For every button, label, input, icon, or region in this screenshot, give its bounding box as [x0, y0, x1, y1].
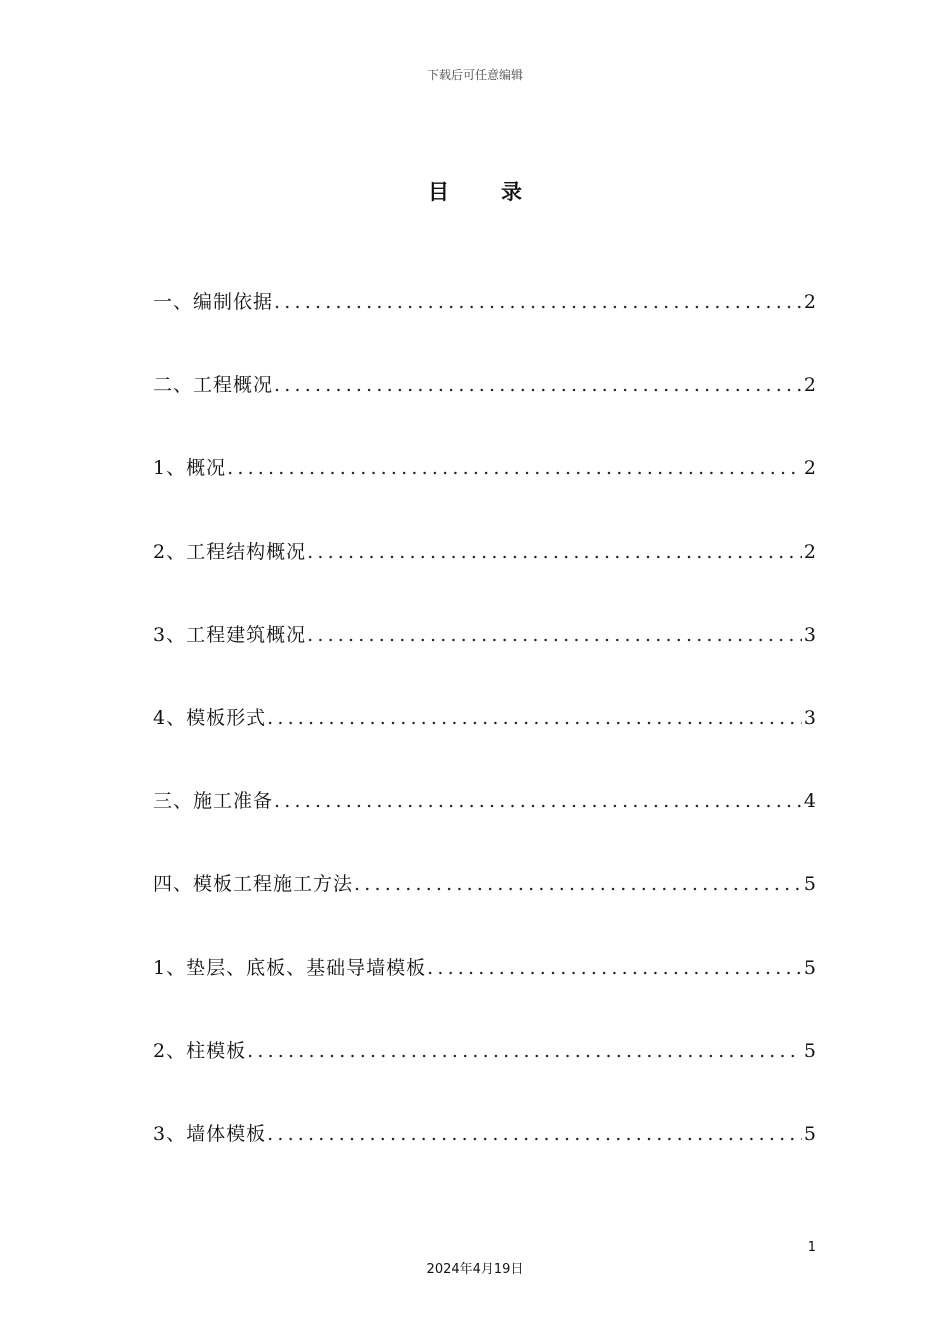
- toc-entry-label: 3、工程建筑概况: [153, 623, 307, 646]
- toc-entry-page: 2: [803, 374, 816, 397]
- toc-dot-leader: [274, 365, 802, 405]
- toc-entry-label: 一、编制依据: [153, 291, 274, 313]
- page-title: 目录: [428, 180, 574, 204]
- toc-entry-label: 三、施工准备: [153, 790, 274, 813]
- toc-dot-leader: [307, 532, 802, 572]
- table-of-contents: [153, 282, 816, 1197]
- toc-entry-label: 2、柱模板: [153, 1039, 247, 1062]
- toc-entry[interactable]: [153, 781, 816, 864]
- toc-dot-leader: [354, 864, 802, 904]
- toc-entry-page: 3: [803, 623, 816, 646]
- toc-dot-leader: [227, 448, 802, 488]
- toc-entry[interactable]: [153, 864, 816, 947]
- toc-dot-leader: [247, 1031, 802, 1071]
- toc-dot-leader: [274, 282, 802, 322]
- toc-entry-page: 4: [803, 790, 816, 813]
- toc-entry-page: 3: [803, 706, 816, 729]
- toc-entry[interactable]: [153, 698, 816, 781]
- header-note: 下载后可任意编辑: [426, 68, 523, 82]
- toc-entry-page: 2: [803, 540, 816, 563]
- toc-entry[interactable]: [153, 615, 816, 698]
- footer-date: 2024年4月19日: [426, 1262, 524, 1277]
- toc-entry-label: 1、概况: [153, 457, 227, 480]
- toc-entry-label: 2、工程结构概况: [153, 540, 307, 563]
- toc-entry-page: 5: [803, 956, 816, 979]
- toc-entry-label: 4、模板形式: [153, 706, 267, 729]
- toc-dot-leader: [267, 1114, 802, 1154]
- toc-dot-leader: [307, 615, 802, 655]
- toc-entry-page: 2: [803, 457, 816, 480]
- toc-entry-label: 二、工程概况: [153, 374, 274, 397]
- toc-entry[interactable]: [153, 365, 816, 448]
- toc-entry[interactable]: [153, 282, 816, 365]
- toc-entry-page: 5: [803, 1122, 816, 1145]
- toc-entry-label: 1、垫层、底板、基础导墙模板: [153, 956, 427, 979]
- toc-entry[interactable]: [153, 448, 816, 531]
- toc-entry-page: 5: [803, 873, 816, 896]
- toc-entry[interactable]: [153, 948, 816, 1031]
- toc-dot-leader: [427, 948, 802, 988]
- toc-entry-label: 3、墙体模板: [153, 1122, 267, 1145]
- toc-dot-leader: [274, 781, 802, 821]
- toc-entry-label: 四、模板工程施工方法: [153, 873, 354, 896]
- toc-entry[interactable]: [153, 1114, 816, 1197]
- toc-entry-page: 2: [803, 291, 816, 313]
- toc-entry-page: 5: [803, 1039, 816, 1062]
- toc-entry[interactable]: [153, 1031, 816, 1114]
- page-number: 1: [807, 1240, 816, 1255]
- toc-dot-leader: [267, 698, 802, 738]
- toc-entry[interactable]: [153, 532, 816, 615]
